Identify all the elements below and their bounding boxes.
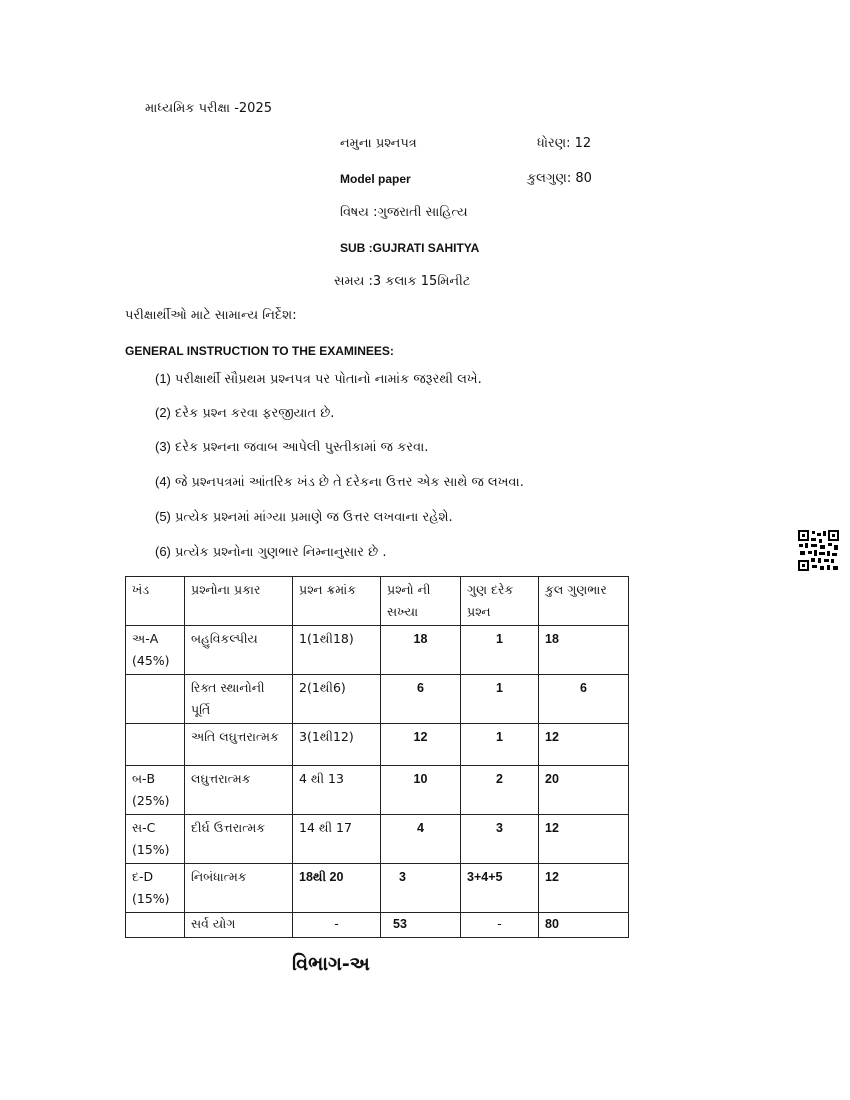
table-cell: 3 (381, 864, 461, 913)
table-cell: 2(1થી6) (293, 675, 381, 724)
table-cell: બહુવિકલ્પીય (185, 626, 293, 675)
instruction-number: (4) (155, 474, 171, 489)
table-cell: 12 (539, 724, 629, 766)
table-cell: દીર્ઘ ઉત્તરાત્મક (185, 815, 293, 864)
table-cell: 6 (381, 675, 461, 724)
instruction-text: જે પ્રશ્નપત્રમાં આંતરિક ખંડ છે તે દરેકના ઉત્તર એક સાથે જ લખવા. (175, 475, 524, 490)
header-cell: કુલ ગુણભાર (539, 577, 629, 626)
table-row (126, 815, 629, 864)
table-cell: - (461, 913, 539, 938)
table-cell (126, 675, 185, 724)
table-cell: 20 (539, 766, 629, 815)
table-cell (126, 913, 185, 938)
instructions-title-en: GENERAL INSTRUCTION TO THE EXAMINEES: (125, 344, 394, 358)
table-cell (126, 724, 185, 766)
table-cell: 3 (461, 815, 539, 864)
instructions-title-gu: પરીક્ષાર્થીઓ માટે સામાન્ય નિર્દેશ: (125, 308, 297, 323)
table-row (126, 864, 629, 913)
table-cell: 1 (461, 724, 539, 766)
instruction-number: (1) (155, 371, 171, 386)
table-cell: 1(1થી18) (293, 626, 381, 675)
table-total-row (126, 913, 629, 938)
total-marks: કુલગુણ: 80 (527, 171, 592, 186)
header-cell: પ્રશ્નોના પ્રકાર (185, 577, 293, 626)
table-cell: 3+4+5 (461, 864, 539, 913)
subject-gu: વિષય :ગુજરાતી સાહિત્ય (340, 205, 468, 220)
header-cell: પ્રશ્ન ક્રમાંક (293, 577, 381, 626)
instruction-item (155, 438, 428, 457)
table-row (126, 724, 629, 766)
table-row (126, 675, 629, 724)
exam-title: માધ્યમિક પરીક્ષા -2025 (145, 101, 272, 116)
instruction-number: (3) (155, 439, 171, 454)
header-cell: પ્રશ્નો ની સખ્યા (381, 577, 461, 626)
instruction-number: (5) (155, 509, 171, 524)
table-cell: 14 થી 17 (293, 815, 381, 864)
instruction-item (155, 508, 453, 527)
table-cell: સ-C (15%) (126, 815, 185, 864)
table-cell: 4 થી 13 (293, 766, 381, 815)
instruction-text: પરીક્ષાર્થી સૌપ્રથમ પ્રશ્નપત્ર પર પોતાનો નામાંક જરૂરથી લખે. (175, 372, 482, 387)
table-cell: 18 (381, 626, 461, 675)
section-heading: વિભાગ-અ (292, 953, 370, 975)
table-cell: દ-D (15%) (126, 864, 185, 913)
table-cell: 6 (539, 675, 629, 724)
table-cell: 12 (539, 864, 629, 913)
instruction-text: પ્રત્યેક પ્રશ્નમાં માંગ્યા પ્રમાણે જ ઉત્તર લખવાના રહેશે. (175, 510, 453, 525)
table-cell: બ-B (25%) (126, 766, 185, 815)
instruction-item (155, 370, 482, 389)
table-cell: 2 (461, 766, 539, 815)
marks-distribution-table (125, 576, 629, 938)
table-cell: 18થી 20 (293, 864, 381, 913)
table-cell: રિક્ત સ્થાનોની પૂર્તિ (185, 675, 293, 724)
table-cell: 1 (461, 675, 539, 724)
table-row (126, 626, 629, 675)
instruction-text: દરેક પ્રશ્ન કરવા ફરજીયાત છે. (175, 406, 335, 421)
instruction-item (155, 404, 334, 423)
header-cell: ગુણ દરેક પ્રશ્ન (461, 577, 539, 626)
paper-title-en: Model paper (340, 172, 411, 186)
instruction-text: દરેક પ્રશ્નના જવાબ આપેલી પુસ્તીકામાં જ કરવા. (175, 440, 429, 455)
table-cell: 1 (461, 626, 539, 675)
table-header-row (126, 577, 629, 626)
standard-label: ધોરણ: 12 (537, 136, 592, 151)
table-cell: 18 (539, 626, 629, 675)
table-cell: અતિ લઘુત્તરાત્મક (185, 724, 293, 766)
table-cell: 4 (381, 815, 461, 864)
table-cell: અ-A (45%) (126, 626, 185, 675)
instruction-item (155, 543, 386, 562)
instruction-number: (2) (155, 405, 171, 420)
header-cell: ખંડ (126, 577, 185, 626)
table-cell: 12 (381, 724, 461, 766)
table-cell: - (293, 913, 381, 938)
table-cell: 80 (539, 913, 629, 938)
table-row (126, 766, 629, 815)
table-cell: સર્વ યોગ (185, 913, 293, 938)
subject-en: SUB :GUJRATI SAHITYA (340, 241, 480, 255)
table-cell: લઘુત્તરાત્મક (185, 766, 293, 815)
table-cell: નિબંધાત્મક (185, 864, 293, 913)
table-cell: 53 (381, 913, 461, 938)
qr-code-icon (798, 530, 839, 571)
instruction-item (155, 473, 524, 492)
paper-title-gu: નમુના પ્રશ્નપત્ર (340, 136, 417, 151)
instruction-number: (6) (155, 544, 171, 559)
instruction-text: પ્રત્યેક પ્રશ્નોના ગુણભાર નિમ્નાનુસાર છે . (175, 545, 387, 560)
time-label: સમય :3 કલાક 15મિનીટ (334, 274, 471, 289)
table-cell: 12 (539, 815, 629, 864)
table-cell: 10 (381, 766, 461, 815)
table-cell: 3(1થી12) (293, 724, 381, 766)
